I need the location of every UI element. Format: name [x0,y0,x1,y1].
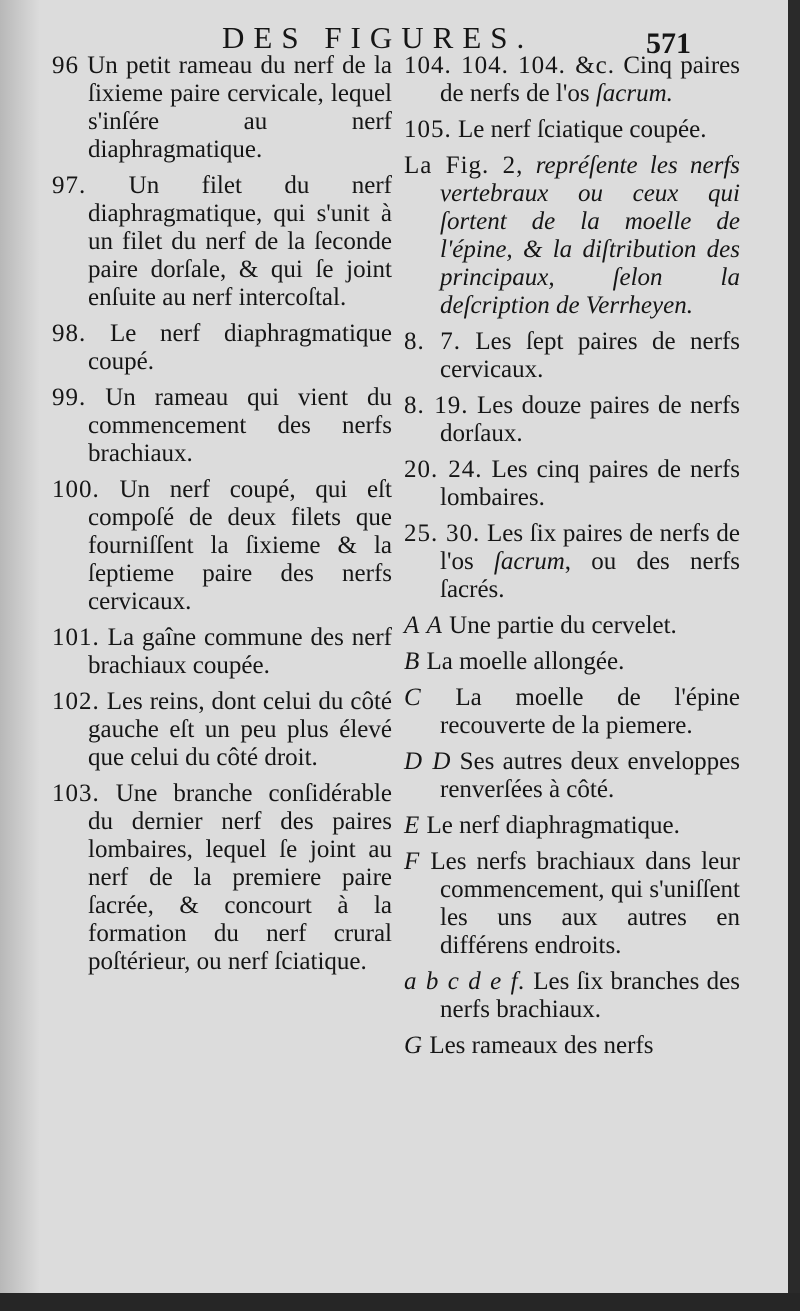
entry-text: Les ſept paires de nerfs cervicaux. [440,328,741,383]
right-column [404,52,740,1068]
entry-text: Une branche conſidérable du dernier nerf des paires lombaires, lequel ſe joint au nerf de la premiere paire ſacrée, & concourt à la formation du nerf crural poſtérieur, ou nerf ſciatique. [88,780,393,975]
figure-caption [404,152,740,320]
entry-text: Un rameau qui vient du commencement des nerfs brachiaux. [88,384,392,467]
entry-text: Les nerfs brachiaux dans leur commencement, qui s'uniſſent les uns aux autres en différens endroits. [430,848,740,959]
entry-key: A A [404,612,443,639]
entry-key: F [404,848,421,875]
legend-entry-25-30 [404,520,740,604]
legend-entry-8-19 [404,392,740,448]
legend-entry-97 [52,172,392,312]
legend-entry-abcdef [404,968,740,1024]
entry-key: 102. [52,688,100,715]
legend-entry-103 [52,780,392,976]
entry-text: Ses autres deux enveloppes renverſées à côté. [440,748,740,803]
entry-text: Le nerf diaphragmatique coupé. [88,320,393,375]
legend-entry-100 [52,476,392,616]
entry-text: Un petit rameau du nerf de la ſixieme paire cervicale, lequel s'inſére au nerf diaphragmatique. [87,52,393,163]
legend-entry-e [404,812,740,840]
entry-key: 99. [52,384,87,411]
entry-key: 8. 7. [404,328,461,355]
entry-key: E [404,812,421,839]
entry-text: Les rameaux des nerfs [429,1032,654,1059]
legend-entry-f [404,848,740,960]
legend-entry-8-7 [404,328,740,384]
legend-entry-101 [52,624,392,680]
entry-italic-text: ſacrum. [595,80,673,107]
entry-italic-text: ſacrum [493,548,565,575]
legend-entry-b [404,648,740,676]
entry-text: La moelle allongée. [426,648,625,675]
legend-entry-aa [404,612,740,640]
entry-text: Les ſix branches des nerfs brachiaux. [440,968,741,1023]
entry-text: Les douze paires de nerfs dorſaux. [440,392,741,447]
entry-key: G [404,1032,424,1059]
entry-key: 100. [52,476,100,503]
entry-key: D D [404,748,452,775]
legend-entry-dd [404,748,740,804]
legend-entry-102 [52,688,392,772]
entry-key: 25. 30. [404,520,481,547]
legend-entry-98 [52,320,392,376]
entry-key: 103. [52,780,100,807]
entry-text: La gaîne commune des nerf brachiaux coupée. [88,624,392,679]
legend-entry-c [404,684,740,740]
entry-key: 105. [404,116,452,143]
entry-text: Un nerf coupé, qui eſt compoſé de deux filets que fourniſſent la ſixieme & la ſeptieme paire des nerfs cervicaux. [88,476,392,615]
entry-key: 101. [52,624,100,651]
entry-text-tail: , ou des nerfs ſacrés. [440,548,740,603]
entry-key: a b c d e f. [404,968,526,995]
entry-key: C [404,684,422,711]
page-edge-right [788,0,800,1311]
figure-caption-text: repréſente les nerfs vertebraux ou ceux qui ſortent de la moelle de l'épine, & la diſtribution des principaux, ſelon la deſcription de Verrheyen. [440,152,741,319]
entry-text: Les reins, dont celui du côté gauche eſt un peu plus élevé que celui du côté droit. [88,688,392,771]
entry-key: 96 [52,52,79,79]
figure-ref: La Fig. 2, [404,152,524,179]
entry-text: Les cinq paires de nerfs lombaires. [440,456,740,511]
entry-key: 20. 24. [404,456,483,483]
entry-key: 98. [52,320,87,347]
entry-text: Le nerf ſciatique coupée. [458,116,707,143]
page-number: 571 [646,27,691,60]
legend-entry-96 [52,52,392,164]
entry-text: Un filet du nerf diaphragmatique, qui s'unit à un filet du nerf de la ſeconde paire dorſale, & qui ſe joint enſuite au nerf intercoſtal. [88,172,392,311]
entry-key: B [404,648,421,675]
legend-entry-104 [404,52,740,108]
entry-key: 97. [52,172,87,199]
entry-text: La moelle de l'épine recouverte de la piemere. [440,684,740,739]
entry-text: Le nerf diaphragmatique. [426,812,680,839]
entry-text: Les ſix paires de nerfs de l'os [440,520,740,575]
entry-key: 8. 19. [404,392,469,419]
legend-entry-99 [52,384,392,468]
legend-entry-105 [404,116,740,144]
left-column [52,52,392,984]
entry-text: Cinq paires de nerfs de l'os [440,52,740,107]
gutter-shadow [0,0,40,1293]
entry-key: 104. 104. 104. &c. [404,52,616,79]
entry-text: Une partie du cervelet. [449,612,677,639]
page-edge-bottom [0,1293,800,1311]
legend-entry-20-24 [404,456,740,512]
running-title: DES FIGURES. [222,20,534,55]
legend-entry-g [404,1032,740,1060]
